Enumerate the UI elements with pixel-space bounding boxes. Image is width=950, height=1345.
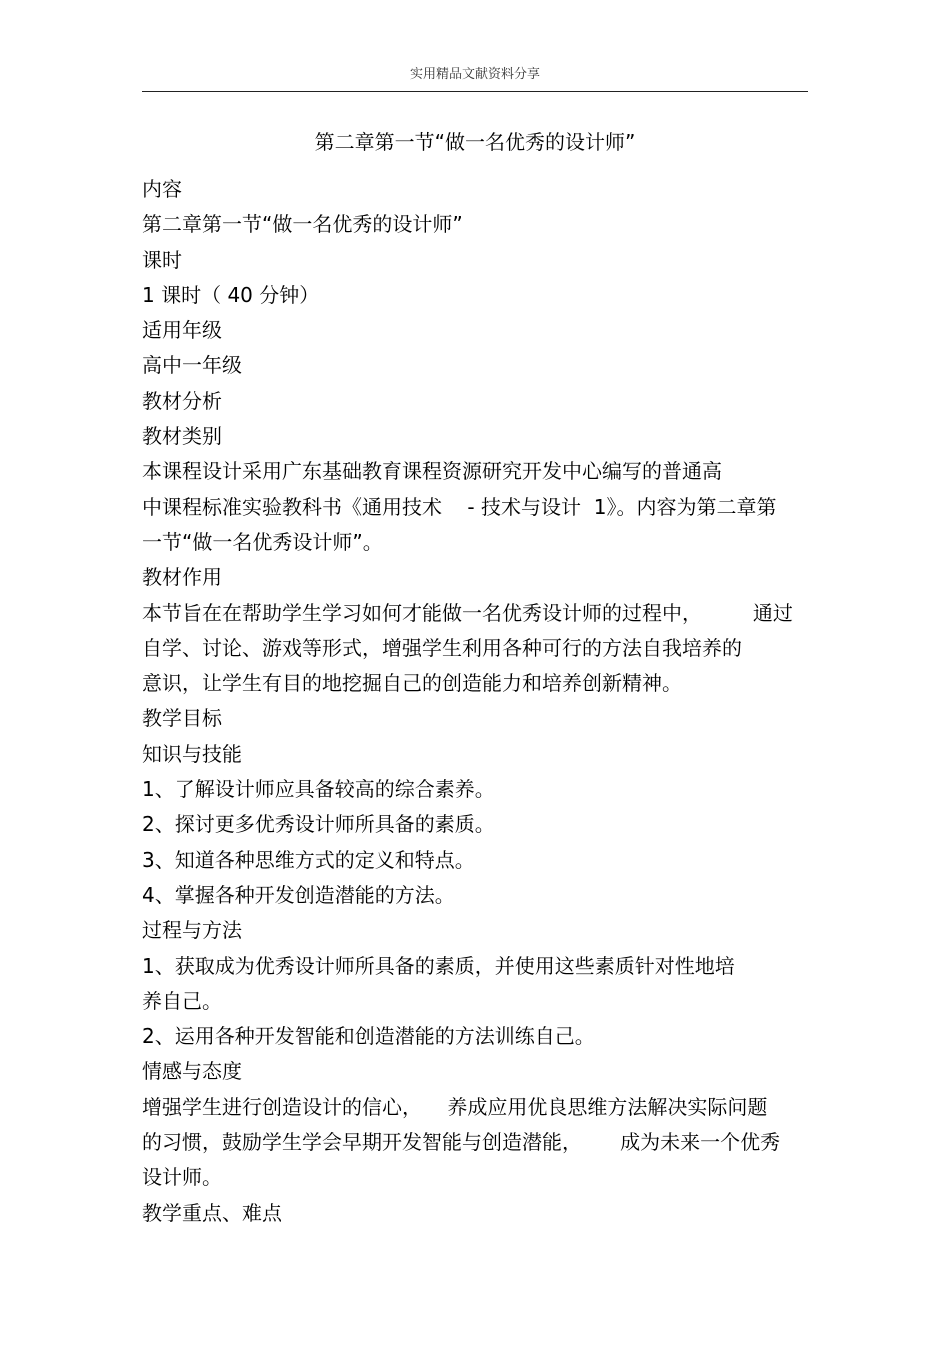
body-line: 的习惯，鼓励学生学会早期开发智能与创造潜能， 成为未来一个优秀 — [142, 1130, 781, 1155]
body-line: 1、了解设计师应具备较高的综合素养。 — [142, 777, 495, 802]
body-line: 养自己。 — [142, 988, 222, 1013]
body-line: 过程与方法 — [142, 918, 242, 943]
body-line: 3、知道各种思维方式的定义和特点。 — [142, 847, 475, 872]
body-line: 教学目标 — [142, 706, 222, 731]
body-line: 内容 — [142, 177, 182, 201]
page-header: 实用精品文献资料分享 — [409, 67, 540, 82]
body-line: 本节旨在在帮助学生学习如何才能做一名优秀设计师的过程中， 通过 — [142, 600, 793, 625]
body-line: 高中一年级 — [142, 353, 242, 378]
body-line: 知识与技能 — [142, 741, 242, 766]
body-line: 2、探讨更多优秀设计师所具备的素质。 — [142, 812, 495, 837]
body-line: 增强学生进行创造设计的信心， 养成应用优良思维方法解决实际问题 — [142, 1094, 768, 1119]
body-line: 4、掌握各种开发创造潜能的方法。 — [142, 882, 455, 907]
body-line: 一节“做一名优秀设计师”。 — [142, 529, 383, 554]
body-line: 教学重点、难点 — [142, 1200, 282, 1225]
body-line: 1、获取成为优秀设计师所具备的素质，并使用这些素质针对性地培 — [142, 953, 735, 978]
body-line: 自学、讨论、游戏等形式，增强学生利用各种可行的方法自我培养的 — [142, 635, 742, 660]
body-line: 本课程设计采用广东基础教育课程资源研究开发中心编写的普通高 — [142, 459, 722, 484]
body-line: 教材类别 — [142, 424, 222, 449]
document-title: 第二章第一节“做一名优秀的设计师” — [314, 130, 636, 154]
body-line: 1 课时（ 40 分钟） — [142, 282, 320, 307]
body-line: 意识，让学生有目的地挖掘自己的创造能力和培养创新精神。 — [142, 671, 682, 696]
body-line: 情感与态度 — [142, 1059, 242, 1084]
body-line: 中课程标准实验教科书《通用技术 - 技术与设计 1》。内容为第二章第 — [142, 494, 777, 519]
body-line: 设计师。 — [142, 1165, 222, 1190]
document-body — [142, 172, 808, 1231]
header-divider — [142, 91, 808, 92]
body-line: 2、运用各种开发智能和创造潜能的方法训练自己。 — [142, 1024, 595, 1049]
body-line: 教材作用 — [142, 565, 222, 590]
body-line: 教材分析 — [142, 388, 222, 413]
body-line: 第二章第一节“做一名优秀的设计师” — [142, 212, 463, 237]
body-line: 适用年级 — [142, 318, 222, 343]
body-line: 课时 — [142, 247, 182, 272]
